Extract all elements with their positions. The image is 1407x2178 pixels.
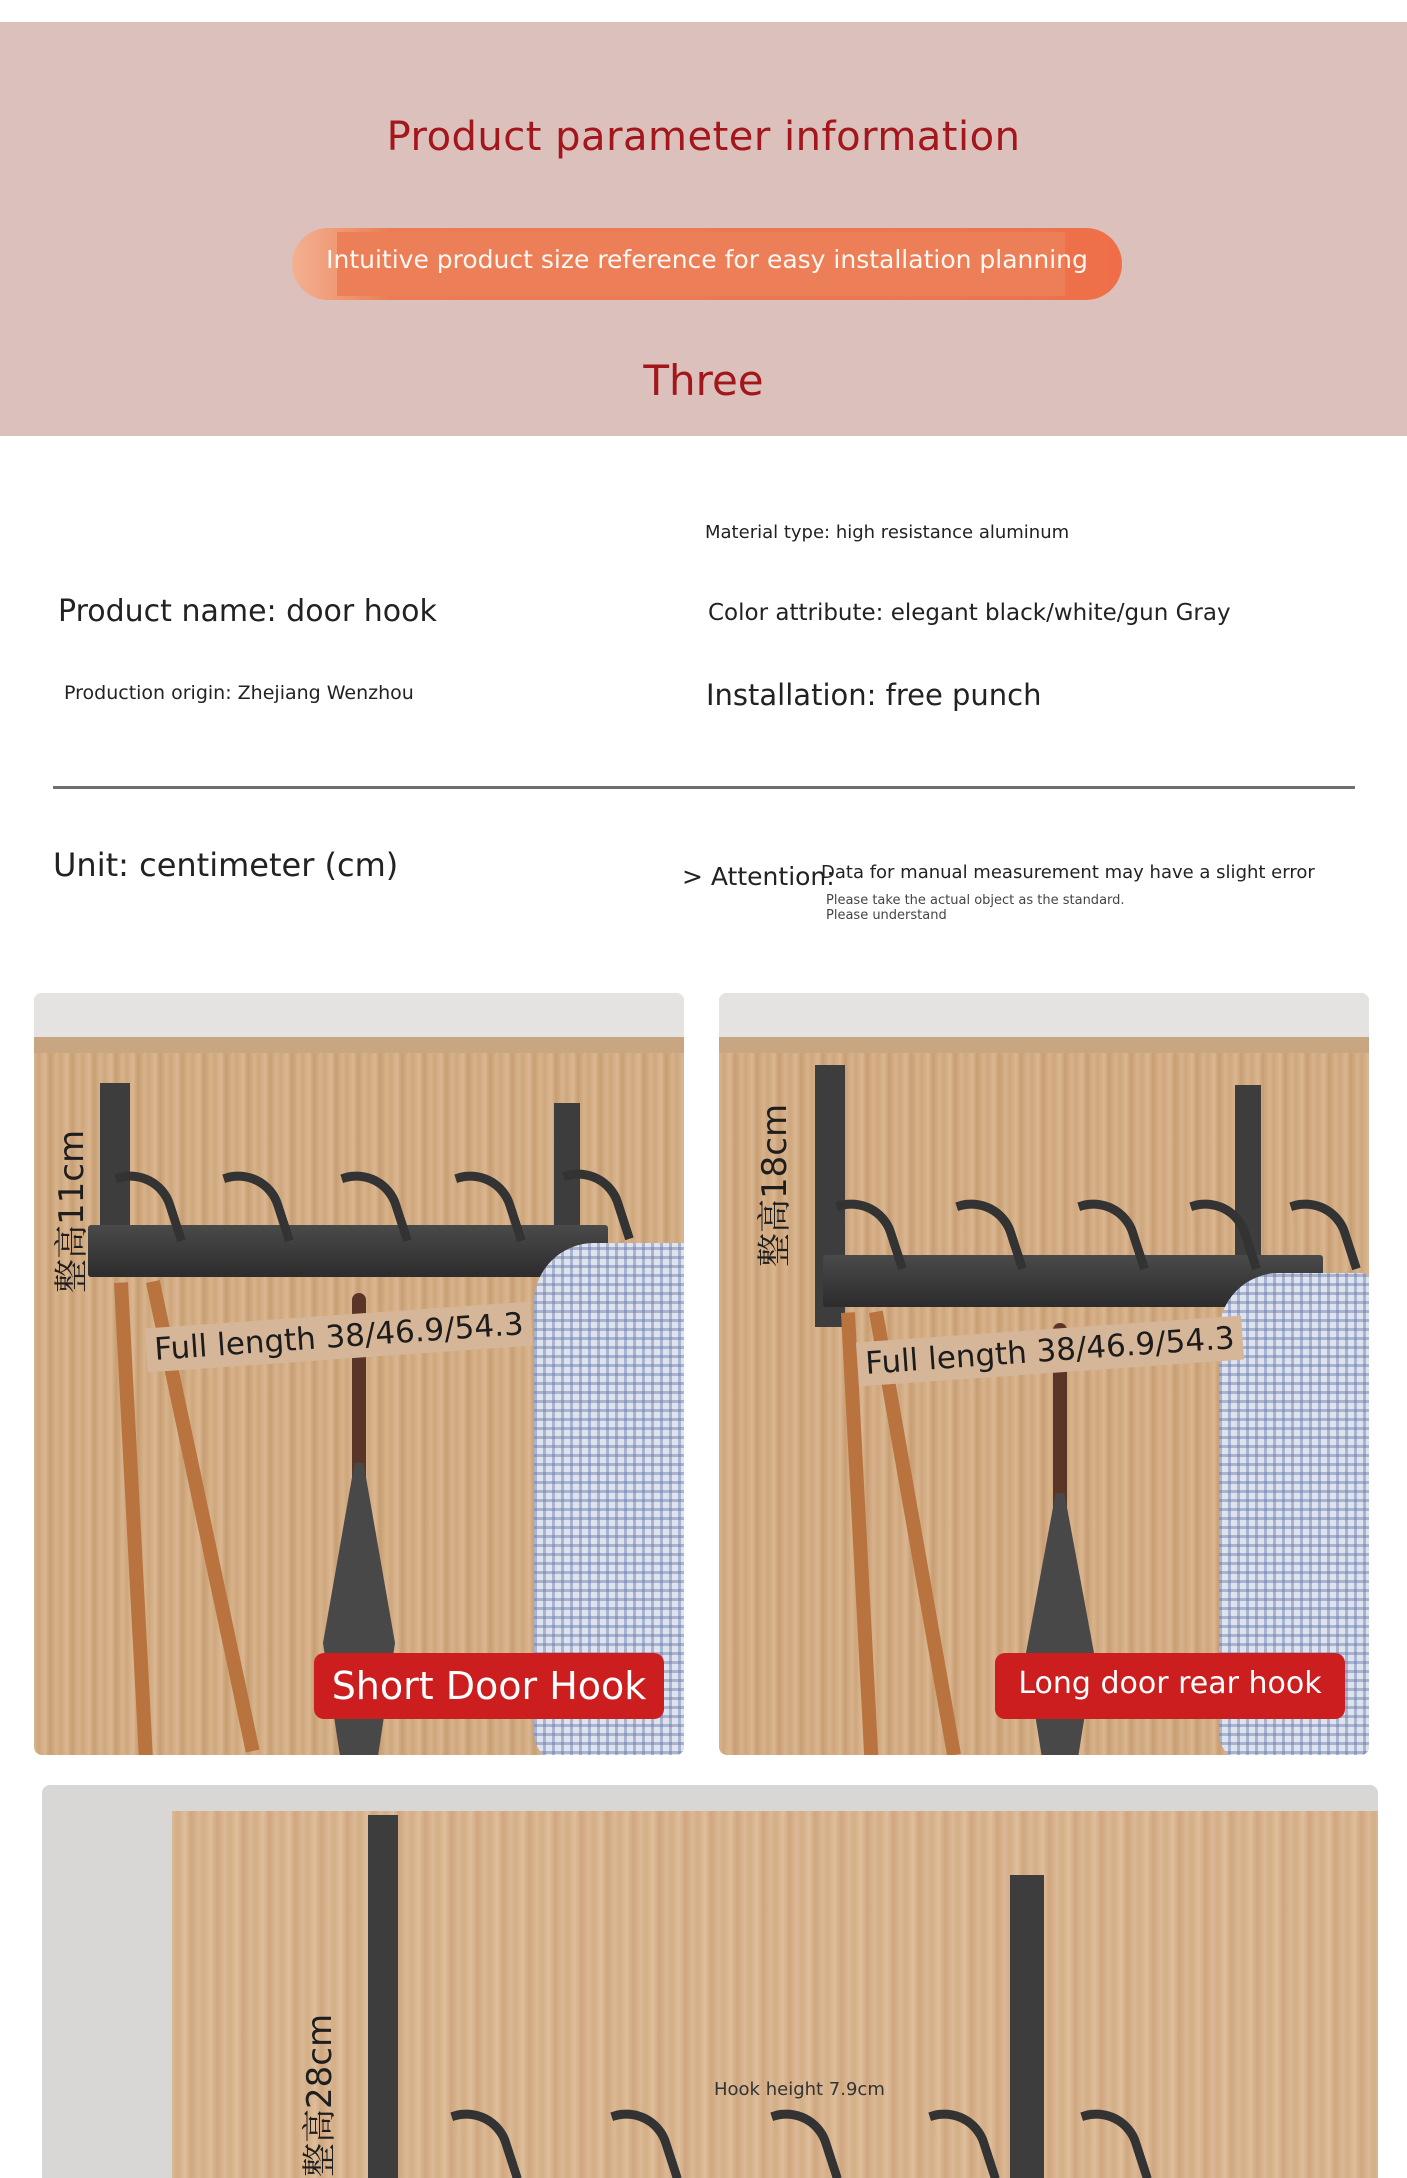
header-title: Product parameter information [386, 114, 1021, 160]
spec-product-name: Product name: door hook [58, 594, 437, 629]
right-bracket [1010, 1875, 1044, 2178]
hook-height-photo [42, 1785, 1378, 2178]
spec-origin: Production origin: Zhejiang Wenzhou [64, 682, 414, 704]
attention-line-2: Please take the actual object as the standard. [826, 893, 1125, 908]
hook-height-label: Hook height 7.9cm [714, 2079, 885, 2100]
height-label: 整高28cm [300, 2013, 340, 2177]
attention-prefix: > Attention: [682, 862, 835, 891]
long-door-rear-hook-badge: Long door rear hook [995, 1653, 1345, 1719]
spec-installation: Installation: free punch [706, 678, 1042, 712]
wall [719, 993, 1369, 1041]
short-door-hook-badge: Short Door Hook [314, 1653, 664, 1719]
length-label: Full length 38/46.9/54.3 [145, 1302, 533, 1373]
spec-color: Color attribute: elegant black/white/gun Gray [708, 600, 1231, 626]
section-divider [53, 786, 1355, 789]
header-subtitle: Three [643, 356, 764, 405]
left-bracket [368, 1815, 398, 2178]
length-label: Full length 38/46.9/54.3 [856, 1316, 1244, 1387]
spec-material: Material type: high resistance aluminum [705, 522, 1070, 543]
height-label: 整高18cm [755, 1103, 795, 1267]
wall [34, 993, 684, 1041]
unit-note: Unit: centimeter (cm) [53, 846, 399, 884]
size-reference-pill [292, 228, 1122, 300]
short-door-hook-photo [34, 993, 684, 1755]
pill-text: Intuitive product size reference for easy installation planning [326, 245, 1088, 274]
height-label: 整高11cm [52, 1129, 92, 1293]
attention-line-3: Please understand [826, 908, 947, 923]
parameter-header [0, 22, 1407, 436]
long-door-hook-photo [719, 993, 1369, 1755]
door-frame [34, 1037, 684, 1053]
attention-text: Data for manual measurement may have a slight error [821, 862, 1315, 883]
door-frame [719, 1037, 1369, 1053]
